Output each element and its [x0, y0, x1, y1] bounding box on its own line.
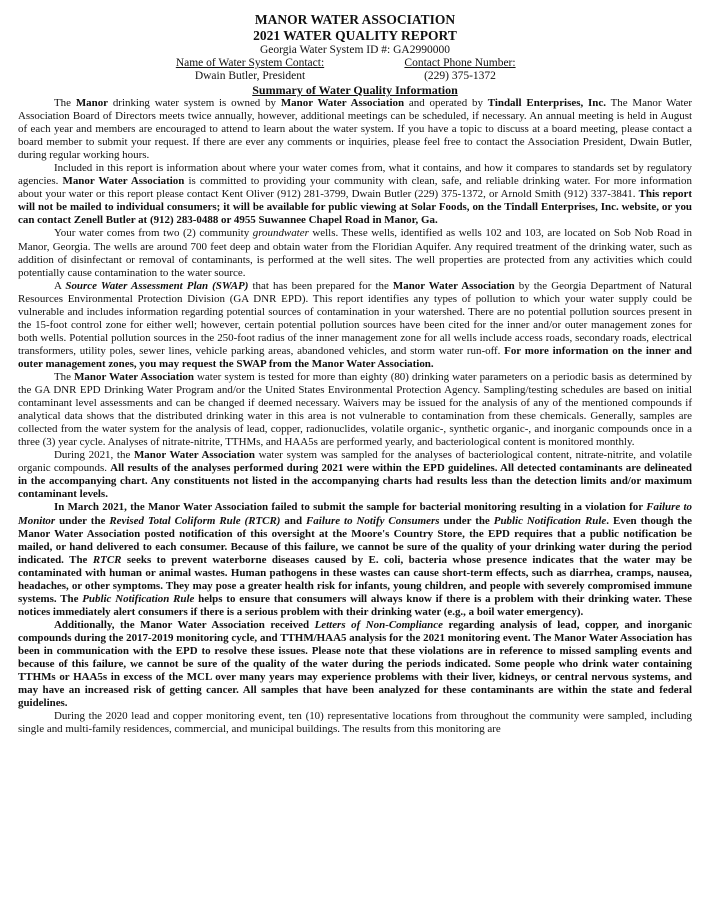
italic-text: RTCR	[92, 553, 122, 566]
bold-text: Manor Water Association	[74, 370, 194, 383]
contact-name-col	[145, 57, 355, 83]
bold-italic-text: Source Water Assessment Plan (SWAP)	[65, 279, 249, 292]
text: under the	[55, 514, 110, 527]
text: by the Georgia Department of Natural Resources Environmental Protection Division (GA DNR EPD). This report identifies any types of pollution to which your water supply could be vulnerable and includes information regarding potential sources of contamination in your watershed. There are no potential pollution sources present in the 15-foot control zone for either well; however, certain potential pollution sources have been cited for the inner and/or outer management zones for both wells. Potential pollution sources in the 250-foot radius of the inner management zone for all wells include access roads, secondary roads, electrical transformers, utility poles, sewer lines, vehicle parking areas, abandoned vehicles, and storm water run-off.	[18, 279, 692, 357]
text: Your water comes from two (2) community	[54, 227, 253, 240]
bold-text: Manor	[75, 97, 109, 109]
paragraph-testing	[18, 371, 692, 449]
contact-phone: (229) 375-1372	[424, 70, 496, 82]
italic-text: Letters of Non-Compliance	[314, 618, 443, 631]
italic-text: Failure to Notify Consumers	[306, 514, 440, 527]
text: The	[54, 97, 76, 109]
italic-text: Revised Total Coliform Rule (RTCR)	[109, 514, 281, 527]
text: that has been prepared for the	[248, 279, 393, 292]
paragraph-water-source	[18, 227, 692, 279]
text: During the 2020 lead and copper monitoring event, ten (10) representative locations from throughout the community were sampled, including single and multi-family residences, commercial, and municipal buildings. The results from this monitoring are	[18, 710, 692, 736]
italic-text: groundwater	[252, 227, 309, 240]
paragraph-report-info	[18, 162, 692, 227]
paragraph-2021-sampling	[18, 449, 692, 501]
association-name: MANOR WATER ASSOCIATION	[254, 12, 456, 27]
text: regarding analysis of lead, copper, and inorganic compounds during the 2017-2019 monitoring cycle, and TTHM/HAA5 analysis for the 2021 monitoring event. The Manor Water Association has been in communication with the EPD to resolve these issues. Please note that these violations are in reference to missed sampling events and because of this failure, we cannot be sure of the quality of the water during the periods indicated. Some people who drink water containing TTHMs or HAA5s in excess of the MCL over many years may experience problems with their liver, kidneys, or central nervous systems, and may have an increased risk of getting cancer. All samples that have been analyzed for these contaminants are within the state and federal guidelines.	[18, 618, 692, 710]
bold-text: All results of the analyses performed during 2021 were within the EPD guidelines. All detected contaminants are delineated in the accompanying chart. Any constituents not listed in the accompanying charts had results less than the detection limits and/or maximum contaminant levels.	[18, 462, 692, 501]
italic-text: Failure to Monitor	[18, 501, 692, 527]
text: In March 2021, the Manor Water Association failed to submit the sample for bacterial monitoring resulting in a violation for	[54, 501, 647, 514]
contact-phone-label: Contact Phone Number:	[404, 57, 516, 69]
paragraph-lead-copper	[18, 710, 692, 736]
text: . Even though the Manor Water Association posted notification of this oversight at the Moore's Country Store, the EPD requires that a public notification be mailed, or hand delivered to each consumer. Because of this failure, we cannot be sure of the quality of your drinking water during the period indicated. The	[18, 514, 693, 566]
italic-text: Public Notification Rule	[493, 514, 607, 527]
paragraph-non-compliance	[18, 619, 692, 710]
text: The Manor Water Association Board of Directors meets twice annually, however, additional meetings can be scheduled, if necessary. An annual meeting is held in August of each year and members are encouraged to attend to learn about the water system. If you have a topic to discuss at a board meeting, please contact a board member to submit your request. If there are ever any comments or inquiries, please feel free to contact the Association President, Dwain Butler, during regular working hours.	[18, 97, 692, 162]
bold-text: Manor Water Association	[280, 97, 405, 109]
bold-text: For more information on the inner and outer management zones, you may request the SWAP from the Manor Water Association.	[18, 344, 693, 370]
text: Included in this report is information about where your water comes from, what it contains, and how it compares to standards set by regulatory agencies.	[18, 162, 692, 188]
contact-phone-col	[355, 57, 565, 83]
bold-text: Manor Water Association	[62, 175, 185, 188]
contact-block	[18, 57, 692, 83]
paragraph-swap	[18, 280, 692, 371]
summary-heading: Summary of Water Quality Information	[252, 83, 458, 97]
bold-text: This report will not be mailed to individual consumers; it will be available for public viewing at Solar Foods, on the Tindall Enterprises, Inc. website, or you can contact Zenell Butler at (912) 283-0488 or 4955 Suwannee Chapel Road in Manor, Ga.	[18, 188, 693, 227]
text: and	[280, 514, 307, 527]
text: helps to ensure that consumers will always know if there is a problem with their drinking water. These notices immediately alert consumers if there is a serious problem with their drinking water (e.g., a boil water emergency).	[18, 592, 693, 618]
contact-name-label: Name of Water System Contact:	[175, 57, 325, 69]
text: During 2021, the	[54, 449, 134, 462]
text: The	[54, 370, 75, 383]
text: and operated by	[404, 97, 488, 109]
text: is committed to providing your community with clean, safe, and reliable drinking water. For more information about your water or this report please contact Kent Oliver (912) 281-3799, Dwain Butler (229) 375-1372, or Arnold Smith (912) 337-3841.	[18, 175, 692, 201]
text: A	[54, 279, 66, 292]
text: drinking water system is owned by	[108, 97, 281, 109]
bold-text: Manor Water Association	[133, 449, 255, 462]
text: seeks to prevent waterborne diseases caused by E. coli, bacteria whose presence indicates that the water may be contaminated with human or animal wastes. Human pathogens in these wastes can cause short-term effects, such as diarrhea, cramps, nausea, headaches, or other symptoms. They may pose a greater health risk for infants, young children, and people with severely compromised immune systems. The	[18, 553, 692, 605]
bold-text: Tindall Enterprises, Inc.	[487, 97, 606, 109]
italic-text: Public Notification Rule	[82, 592, 195, 605]
text: wells. These wells, identified as wells 102 and 103, are located on Sob Nob Road in Manor, Georgia. The wells are around 700 feet deep and obtain water from the Floridian Aquifer. Any required treatment of the drinking water, such as addition of disinfectant or removal of contaminants, is performed at the well sites. The well properties are protected from any activities which could potentially cause contamination to the water source.	[18, 227, 692, 279]
report-title: 2021 WATER QUALITY REPORT	[253, 28, 457, 43]
text: under the	[439, 514, 494, 527]
text: water system was sampled for the analyses of bacteriological content, nitrate-nitrite, and volatile organic compounds.	[18, 449, 692, 475]
paragraph-ownership	[18, 97, 692, 162]
system-id: Georgia Water System ID #: GA2990000	[260, 44, 450, 56]
text: Additionally, the Manor Water Association received	[54, 618, 315, 631]
report-header	[18, 12, 692, 97]
bold-text: Manor Water Association	[392, 279, 515, 292]
text: water system is tested for more than eighty (80) drinking water parameters on a periodic basis as determined by the GA DNR EPD Drinking Water Program and/or the United States Environmental Protection Agency. Sampling/testing schedules are based on initial contaminant level assessments and can be changed if deemed necessary. Waivers may be issued for the analysis of any of the mentioned compounds if analytical data shows that the distributed drinking water in this area is not vulnerable to contamination from these chemicals. Generally, samples are collected from the water system for the analysis of lead, copper, radionuclides, volatile organic-, synthetic organic-, and inorganic compounds once in a three (3) year cycle. Analyses of nitrate-nitrite, TTHMs, and HAA5s are performed yearly, and bacteriological content is monitored monthly.	[18, 370, 692, 449]
paragraph-violation	[18, 501, 692, 618]
contact-name: Dwain Butler, President	[194, 70, 306, 82]
